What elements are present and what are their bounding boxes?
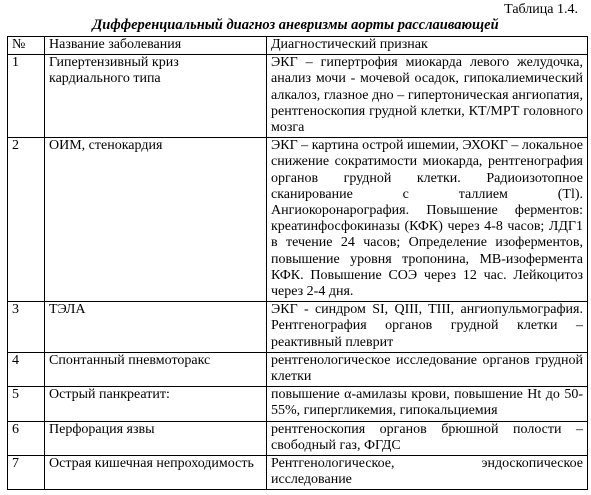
disease-name: Гипертензивный криз кардиального типа (45, 55, 267, 138)
diagnostic-sign: повышение α-амилазы крови, повышение Ht до 50-55%, гипергликемия, гипокальциемия (267, 387, 588, 421)
table-row (8, 352, 588, 386)
table-row (8, 421, 588, 455)
row-number: 5 (8, 387, 45, 421)
row-number: 1 (8, 55, 45, 138)
disease-name: Спонтанный пневмоторакс (45, 352, 267, 386)
row-number: 3 (8, 302, 45, 353)
table-row (8, 456, 588, 490)
table-row (8, 55, 588, 138)
disease-name: ТЭЛА (45, 302, 267, 353)
row-number: 2 (8, 138, 45, 302)
diagnostic-sign: Рентгенологическое, эндоскопическое исследование (267, 456, 588, 490)
disease-name: ОИМ, стенокардия (45, 138, 267, 302)
diagnostic-sign: ЭКГ – картина острой ишемии, ЭХОКГ – локальное снижение сократимости миокарда, рентгенография органов грудной клетки. Радиоизотопное сканирование с таллием (Tl). Ангиокоронарография. Повышение ферментов: креатинфосфокиназы (КФК) через 4-8 часов; ЛДГ1 в течение 24 часов; Определение изоферментов, повышение уровня тропонина, МВ-изофермента КФК. Повышение СОЭ через 12 час. Лейкоцитоз через 2-4 дня. (267, 138, 588, 302)
diagnostic-sign: рентгенологическое исследование органов грудной клетки (267, 352, 588, 386)
row-number: 4 (8, 352, 45, 386)
header-number: № (8, 37, 45, 55)
disease-name: Острый панкреатит: (45, 387, 267, 421)
row-number: 6 (8, 421, 45, 455)
header-disease-name: Название заболевания (45, 37, 267, 55)
table-row (8, 302, 588, 353)
table-title: Дифференциальный диагноз аневризмы аорты расслаивающей (92, 17, 499, 33)
diagnostic-sign: ЭКГ – гипертрофия миокарда левого желудочка, анализ мочи - мочевой осадок, гипокалиемический алкалоз, глазное дно – гипертоническая ангиопатия, рентгеноскопия грудной клетки, КТ/МРТ головного мозга (267, 55, 588, 138)
table-header-row (8, 37, 588, 55)
table-row (8, 387, 588, 421)
disease-name: Перфорация язвы (45, 421, 267, 455)
header-diagnostic-sign: Диагностический признак (267, 37, 588, 55)
differential-diagnosis-table (7, 36, 588, 490)
disease-name: Острая кишечная непроходимость (45, 456, 267, 490)
table-caption: Таблица 1.4. (504, 2, 578, 17)
diagnostic-sign: рентгеноскопия органов брюшной полости – свободный газ, ФГДС (267, 421, 588, 455)
row-number: 7 (8, 456, 45, 490)
table-row (8, 138, 588, 302)
diagnostic-sign: ЭКГ - синдром SI, QIII, TIII, ангиопульмография. Рентгенография органов грудной клетки – реактивный плеврит (267, 302, 588, 353)
